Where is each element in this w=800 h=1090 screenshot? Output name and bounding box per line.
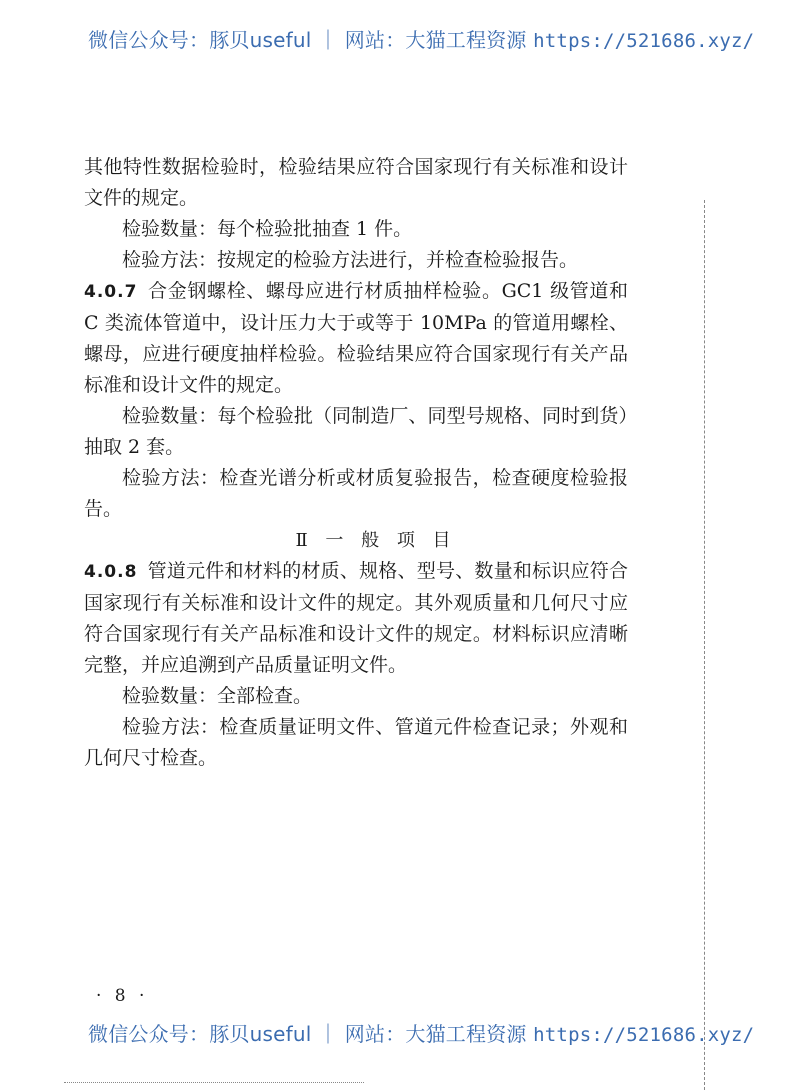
watermark-text: 微信公众号：豚贝useful ｜ 网站：大猫工程资源 (88, 28, 534, 52)
clause-4-0-8 (84, 556, 628, 681)
watermark-url[interactable]: https://521686.xyz/ (533, 1024, 755, 1046)
page-number: · 8 · (96, 986, 149, 1006)
watermark-header (88, 24, 755, 53)
inspection-quantity: 检验数量：每个检验批（同制造厂、同型号规格、同时到货）抽取 2 套。 (84, 405, 628, 458)
clause-text: 管道元件和材料的材质、规格、型号、数量和标识应符合国家现行有关标准和设计文件的规定。其外观质量和几何尺寸应符合国家现行有关产品标准和设计文件的规定。材料标识应清晰完整，并应追溯到产品质量证明文件。 (84, 560, 628, 676)
watermark-url[interactable]: https://521686.xyz/ (533, 30, 755, 52)
document-body (84, 152, 628, 774)
clause-4-0-7 (84, 276, 628, 401)
clause-text: 合金钢螺栓、螺母应进行材质抽样检验。GC1 级管道和 C 类流体管道中，设计压力大于或等于 10MPa 的管道用螺栓、螺母，应进行硬度抽样检验。检验结果应符合国家现行有关产品标准和设计文件的规定。 (84, 280, 628, 396)
clause-number: 4.0.8 (84, 562, 138, 582)
inspection-method: 检验方法：按规定的检验方法进行，并检查检验报告。 (122, 249, 579, 271)
inspection-quantity: 检验数量：全部检查。 (122, 685, 313, 707)
scan-edge-line (704, 200, 705, 1090)
clause-number: 4.0.7 (84, 282, 138, 302)
inspection-method: 检验方法：检查光谱分析或材质复验报告，检查硬度检验报告。 (84, 467, 628, 520)
scan-bottom-mark (64, 1082, 364, 1083)
paragraph-continued: 其他特性数据检验时，检验结果应符合国家现行有关标准和设计文件的规定。 (84, 156, 628, 209)
inspection-method: 检验方法：检查质量证明文件、管道元件检查记录；外观和几何尺寸检查。 (84, 716, 628, 769)
inspection-quantity: 检验数量：每个检验批抽查 1 件。 (122, 218, 413, 240)
section-heading: Ⅱ 一 般 项 目 (295, 530, 457, 551)
watermark-text: 微信公众号：豚贝useful ｜ 网站：大猫工程资源 (88, 1022, 534, 1046)
watermark-footer (88, 1018, 755, 1047)
